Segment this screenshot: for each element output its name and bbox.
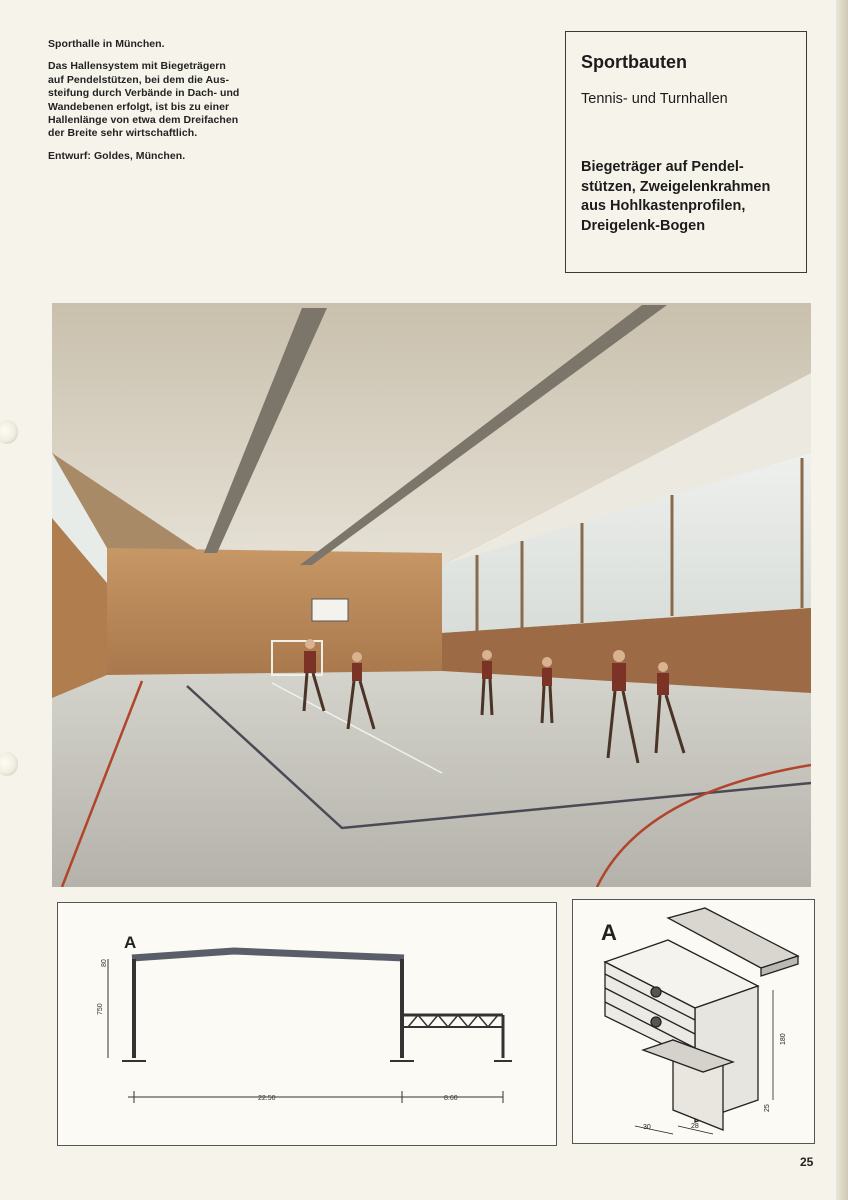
page-edge [836,0,848,1200]
frame-dim-top: 80 [101,959,108,967]
frame-dim-height: 750 [97,1003,104,1015]
section-title: Sportbauten [581,52,687,72]
caption-credit: Entwurf: Goldes, München. [48,149,186,162]
caption-line: Das Hallensystem mit Biegeträgern [48,60,226,73]
frame-detail-label: A [124,933,137,952]
gymnasium-photo-illustration [52,303,811,887]
joint-detail-label: A [601,920,617,945]
joint-detail-drawing [572,899,815,1144]
page-number: 25 [800,1155,814,1169]
joint-dim-width-1: 30 [643,1124,651,1131]
section-description: Biegeträger auf Pendel- stützen, Zweigelenkrahmen aus Hohlkastenprofilen, Dreigelenk-Bogen [581,159,771,234]
caption-heading: Sporthalle in München. [48,38,165,50]
section-title-box [565,31,807,273]
caption-line: steifung durch Verbände in Dach- und [48,87,240,100]
frame-dim-main-span: 22.50 [258,1095,276,1102]
joint-detail-illustration [573,900,813,1142]
frame-dim-side-span: 8.60 [444,1095,458,1102]
photo-caption [48,38,298,172]
caption-line: auf Pendelstützen, bei dem die Aus- [48,73,230,86]
punch-hole-top [0,420,18,444]
frame-section-illustration [58,903,555,1144]
section-subtitle: Tennis- und Turnhallen [581,91,728,107]
caption-line: Hallenlänge von etwa dem Dreifachen [48,114,239,127]
joint-dim-width-2: 28 [691,1123,699,1130]
caption-line: der Breite sehr wirtschaftlich. [48,127,198,140]
caption-body [48,60,298,140]
joint-dim-height: 180 [780,1033,787,1045]
frame-section-drawing [57,902,557,1146]
joint-dim-side: 25 [764,1104,771,1112]
gymnasium-photo [52,303,811,887]
punch-hole-bottom [0,752,18,776]
caption-line: Wandebenen erfolgt, ist bis zu einer [48,100,230,113]
